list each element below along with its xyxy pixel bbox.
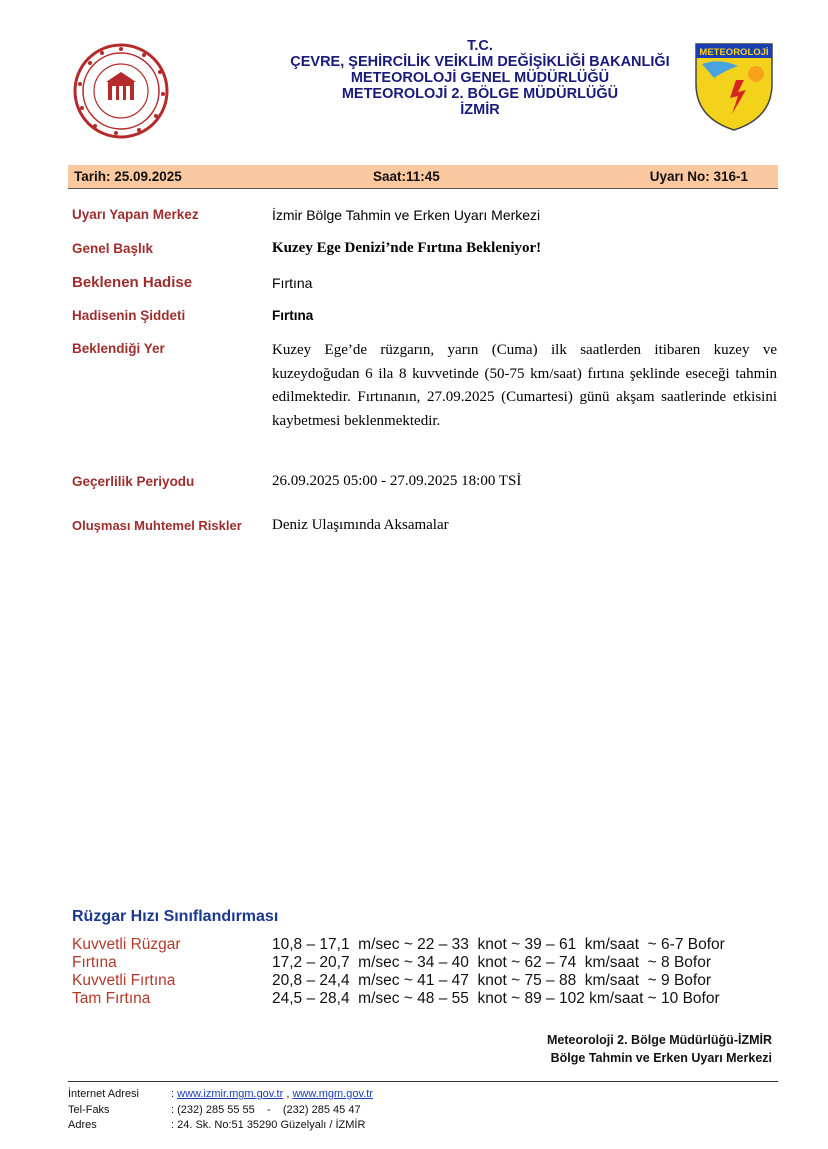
wind-row: [72, 936, 792, 953]
warning-info-bar: [68, 165, 778, 189]
header-line-city: İZMİR: [460, 102, 500, 118]
wind-row: [72, 954, 792, 971]
center-value: İzmir Bölge Tahmin ve Erken Uyarı Merkezi: [272, 207, 541, 223]
expected-location-label: Beklendiği Yer: [72, 341, 165, 356]
wind-class-values: 20,8 – 24,4 m/sec ~ 41 – 47 knot ~ 75 – 88 km/saat ~ 9 Bofor: [272, 972, 712, 989]
general-title-value: Kuzey Ege Denizi’nde Fırtına Bekleniyor!: [272, 240, 542, 256]
mgm-website-link[interactable]: www.mgm.gov.tr: [292, 1088, 373, 1100]
wind-class-values: 24,5 – 28,4 m/sec ~ 48 – 55 knot ~ 89 – 102 km/saat ~ 10 Bofor: [272, 990, 720, 1007]
header-line-tc: T.C.: [467, 38, 493, 54]
expected-event-value: Fırtına: [272, 275, 313, 291]
izmir-website-link[interactable]: www.izmir.mgm.gov.tr: [177, 1088, 284, 1100]
wind-class-name: Fırtına: [72, 954, 117, 971]
tel-label: Tel-Faks: [68, 1104, 110, 1116]
issuer-signature: [547, 1031, 772, 1067]
web-separator: :: [171, 1088, 175, 1100]
address-label: Adres: [68, 1119, 97, 1131]
web-label: İnternet Adresi: [68, 1088, 139, 1100]
header-line-general: METEOROLOJİ GENEL MÜDÜRLÜĞÜ: [350, 70, 610, 86]
header-line-region: METEOROLOJİ 2. BÖLGE MÜDÜRLÜĞÜ: [341, 86, 619, 102]
wind-class-name: Kuvvetli Fırtına: [72, 972, 176, 989]
validity-period-label: Geçerlilik Periyodu: [72, 474, 195, 489]
expected-location-value: Kuzey Ege’de rüzgarın, yarın (Cuma) ilk saatlerden itibaren kuzey ve kuzeydoğudan 6 ila 8 kuvvetinde (50-75 km/saat) fırtına şeklinde eseceği tahmin edilmektedir. Fırtınanın, 27.09.2025 (Cumartesi) günü akşam saatlerinde etkisini kaybetmesi beklenmektedir.: [272, 342, 777, 429]
wind-row: [72, 990, 792, 1007]
address-web-row: [68, 1088, 568, 1102]
possible-risks-value: Deniz Ulaşımında Aksamalar: [272, 517, 449, 533]
general-title-label: Genel Başlık: [72, 241, 154, 256]
warning-date: Tarih: 25.09.2025: [74, 169, 182, 184]
warning-number: Uyarı No: 316-1: [649, 169, 748, 184]
meteorology-logo: [692, 40, 776, 132]
wind-class-values: 10,8 – 17,1 m/sec ~ 22 – 33 knot ~ 39 – 61 km/saat ~ 6-7 Bofor: [272, 936, 725, 953]
address-tel-row: [68, 1104, 568, 1118]
wind-row: [72, 972, 792, 989]
wind-classification-title: Rüzgar Hızı Sınıflandırması: [72, 908, 279, 925]
header-line-ministry: ÇEVRE, ŞEHİRCİLİK VEİKLİM DEĞİŞİKLİĞİ BAKANLIĞI: [290, 54, 670, 70]
wind-class-values: 17,2 – 20,7 m/sec ~ 34 – 40 knot ~ 62 – 74 km/saat ~ 8 Bofor: [272, 954, 712, 971]
tel-value: : (232) 285 55 55 - (232) 285 45 47: [171, 1104, 361, 1116]
issuer-line-1: Meteoroloji 2. Bölge Müdürlüğü-İZMİR: [547, 1033, 772, 1047]
possible-risks-label: Oluşması Muhtemel Riskler: [72, 518, 242, 533]
footer-divider: [68, 1081, 778, 1082]
web-comma: ,: [286, 1088, 290, 1100]
validity-period-value: 26.09.2025 05:00 - 27.09.2025 18:00 TSİ: [272, 473, 522, 489]
address-value: : 24. Sk. No:51 35290 Güzelyalı / İZMİR: [171, 1119, 366, 1131]
web-value: [171, 1088, 373, 1100]
severity-label: Hadisenin Şiddeti: [72, 308, 186, 323]
center-label: Uyarı Yapan Merkez: [72, 207, 199, 222]
severity-value: Fırtına: [272, 308, 314, 323]
ministry-seal-logo: [72, 42, 170, 140]
header-title: [230, 38, 730, 118]
wind-class-name: Kuvvetli Rüzgar: [72, 936, 181, 953]
expected-event-label: Beklenen Hadise: [72, 274, 193, 291]
warning-time: Saat:11:45: [373, 169, 440, 184]
address-row: [68, 1119, 568, 1133]
issuer-line-2: Bölge Tahmin ve Erken Uyarı Merkezi: [550, 1051, 772, 1065]
meteorology-logo-text: METEOROLOJİ: [699, 47, 769, 58]
wind-class-name: Tam Fırtına: [72, 990, 151, 1007]
